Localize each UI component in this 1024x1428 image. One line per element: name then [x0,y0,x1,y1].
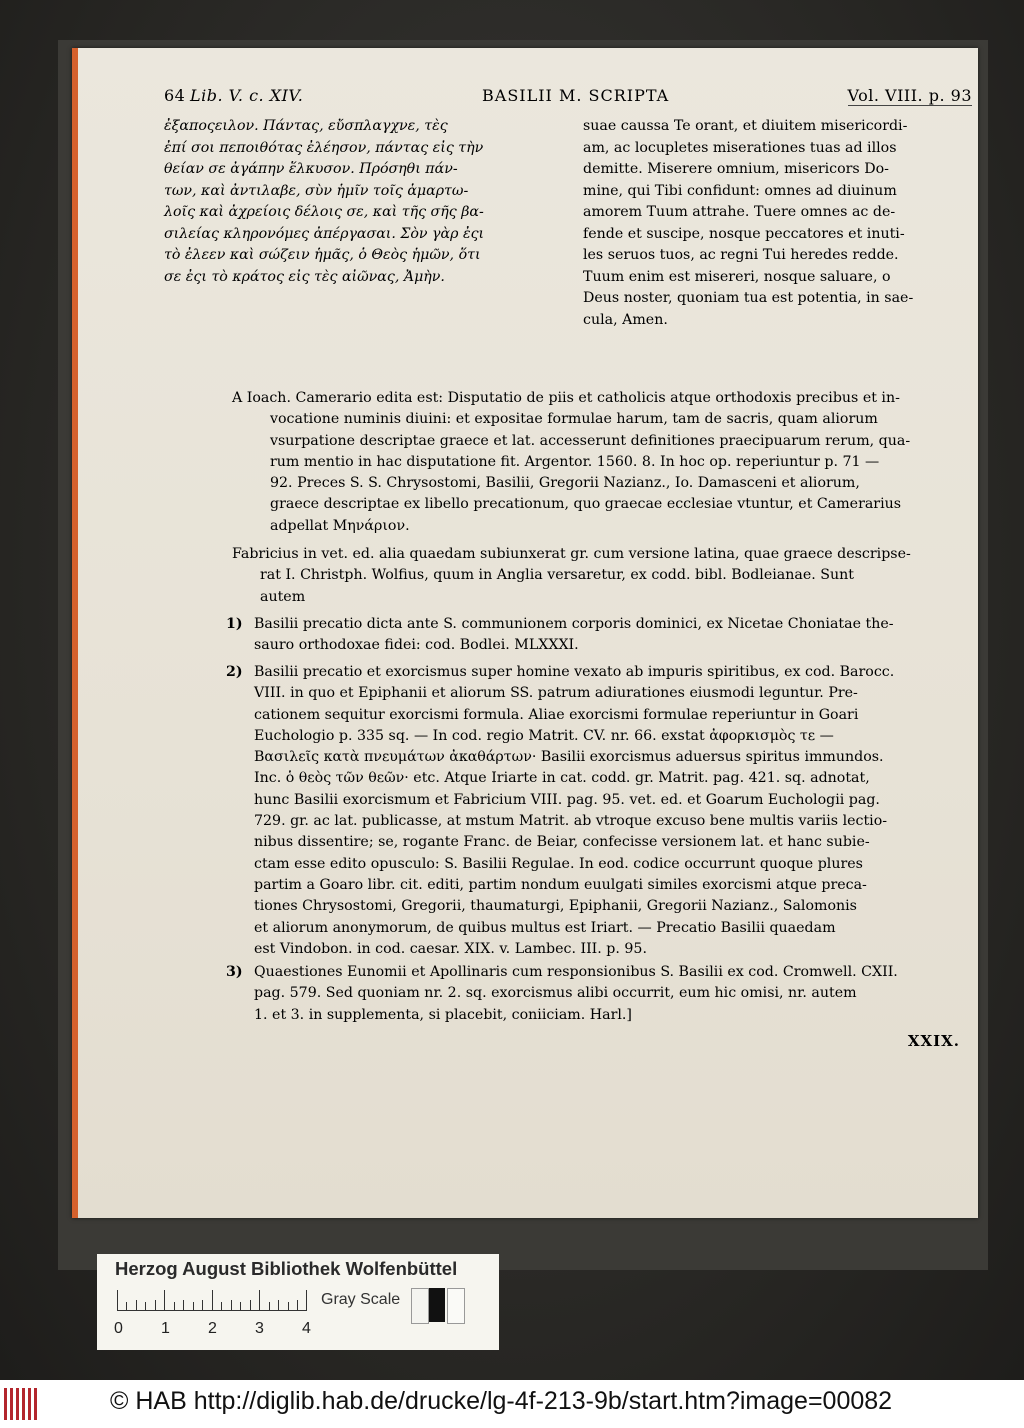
greek-line: λοῖς καὶ ἀχρείοις δέλοις σε, καὶ τῆς σῆς βα- [164,204,484,220]
ruler-tick [193,1302,194,1310]
text-line: partim a Goaro libr. cit. editi, partim nondum euulgati similes exorcismi atque preca- [254,876,867,893]
ruler-tick [174,1302,175,1310]
latin-line: amorem Tuum attrahe. Tuere omnes ac de- [583,204,896,220]
text-line: Fabricius in vet. ed. alia quaedam subiunxerat gr. cum versione latina, quae graece descripse- [232,546,911,562]
item-number: 3) [226,964,243,980]
gray-scale-label: Gray Scale [321,1291,401,1308]
ruler-tick [297,1300,298,1310]
text-line: autem [260,588,306,605]
latin-line: fende et suscipe, nosque peccatores et inuti- [583,225,905,242]
ruler-tick [183,1300,184,1310]
text-line: hunc Basilii exorcismum et Fabricium VIII. pag. 95. vet. ed. et Goarum Euchologii pag. [254,791,880,808]
latin-line: mine, qui Tibi confidunt: omnes ad diuinum [583,182,897,199]
page-number: 64 [164,86,186,105]
text-line: pag. 579. Sed quoniam nr. 2. sq. exorcismus alibi occurrit, eum hic omisi, nr. autem [254,985,857,1002]
ruler-tick [269,1302,270,1310]
text-line: rat I. Christph. Wolfius, quum in Anglia versaretur, ex codd. bibl. Bodleianae. Sunt [260,567,854,584]
gray-swatch-white [447,1288,465,1324]
ruler-number: 0 [114,1320,123,1337]
text-line: graece descriptae ex libello precationum, quo graecae ecclesiae vtuntur, et Camerarius [270,496,902,513]
latin-line: cula, Amen. [583,311,668,328]
text-line: tiones Chrysostomi, Gregorii, thaumaturgi, Epiphanii, Gregorii Nazianz., Salomonis [254,898,857,915]
greek-line: σιλείας κληρονόμες ἀπέργασαι. Σὸν γὰρ ἐςι [164,225,485,242]
text-line: et aliorum anonymorum, de quibus multus est Iriart. — Precatio Basilii quaedam [254,919,836,936]
gray-swatch-black [429,1288,445,1322]
text-line: Euchologio p. 335 sq. — In cod. regio Matrit. CV. nr. 66. exstat ἀφορκισμὸς τε — [254,727,834,744]
ruler-number: 1 [161,1320,170,1337]
ruler-tick [164,1290,165,1310]
ruler-tick [145,1302,146,1310]
ruler-number: 3 [255,1320,264,1337]
library-name: Herzog August Bibliothek Wolfenbüttel [115,1258,458,1279]
ruler-tick [117,1290,118,1310]
ruler-tick [231,1300,232,1310]
ruler-number: 2 [208,1320,217,1337]
text-line: sauro orthodoxae fidei: cod. Bodlei. MLXXXI. [254,637,579,654]
text-line: 1. et 3. in supplementa, si placebit, coniiciam. Harl.] [254,1006,632,1023]
latin-line: am, ac locupletes miserationes tuas ad illos [583,139,897,156]
greek-line: ἐπί σοι πεποιθότας ἐλέησον, πάντας εἰς τὴν [164,139,484,156]
paragraph-camerario [232,388,922,537]
footer-bar [0,1380,1024,1428]
greek-line: των, καὶ ἀντιλαβε, σὺν ἡμῖν τοῖς ἁμαρτω- [164,182,469,199]
book-reference: Lib. V. c. XIV. [190,86,304,105]
text-line: ctam esse edito opusculo: S. Basilii Regulae. In eod. codice occurrunt quoque plures [254,855,863,872]
ruler-tick [155,1300,156,1310]
greek-line: σε ἐςι τὸ κράτος εἰς τὲς αἰῶνας, Ἀμὴν. [164,268,445,285]
latin-column [583,116,968,331]
list-item-1 [226,614,922,657]
item-number: 2) [226,664,243,680]
signature-mark: XXIX. [907,1032,960,1050]
greek-line: θείαν σε ἀγάπην ἕλκυσον. Πρόσηθι πάν- [164,161,458,177]
ruler-tick [278,1300,279,1310]
ruler-tick [240,1302,241,1310]
ruler-tick [306,1290,307,1310]
text-line: vsurpatione descriptae graece et lat. accesserunt definitiones praecipuarum rerum, qua- [270,432,911,449]
list-item-2 [226,662,922,960]
text-line: VIII. in quo et Epiphanii et aliorum SS. patrum adiurationes eiusmodi leguntur. Pre- [254,685,858,702]
text-line: 729. gr. ac lat. publicasse, at mstum Matrit. ab vtroque excuso bene multis variis lectio- [254,813,888,830]
ruler-number: 4 [302,1320,311,1337]
text-line: Inc. ὁ θεὸς τῶν θεῶν· etc. Atque Iriarte in cat. codd. gr. Matrit. pag. 421. sq. adnotat, [254,770,870,787]
gray-swatch-white [411,1288,429,1324]
gray-scale-card [97,1254,499,1350]
text-line: vocatione numinis diuini: et expositae formulae harum, tam de sacris, quam aliorum [270,411,878,428]
item-number: 1) [226,616,243,632]
text-line: 92. Preces S. S. Chrysostomi, Basilii, Gregorii Nazianz., Io. Damasceni et aliorum, [270,475,860,492]
text-line: cationem sequitur exorcismi formula. Aliae exorcismi formulae reperiuntur in Goari [254,706,859,723]
greek-column [164,116,564,288]
paragraph-fabricius [232,544,922,608]
ruler-tick [212,1290,213,1310]
ruler [117,1290,307,1311]
text-line: nibus dissentire; se, rogante Franc. de Beiar, confecisse versionem lat. et hanc subie- [254,834,870,851]
text-line: Basilii precatio et exorcismus super homine vexato ab impuris spiritibus, ex cod. Barocc. [254,664,895,680]
ruler-tick [136,1300,137,1310]
text-line: Quaestiones Eunomii et Apollinaris cum responsionibus S. Basilii ex cod. Cromwell. CXII. [254,964,898,980]
list-item-3 [226,962,922,1026]
running-title: BASILII M. SCRIPTA [482,86,670,105]
text-line: est Vindobon. in cod. caesar. XIX. v. Lambec. III. p. 95. [254,940,647,957]
greek-line: ἐξαποςειλον. Πάντας, εὔσπλαγχνε, τὲς [164,118,448,134]
ruler-tick [288,1302,289,1310]
text-line: A Ioach. Camerario edita est: Disputatio de piis et catholicis atque orthodoxis precibus et in- [232,390,900,406]
ruler-tick [202,1300,203,1310]
hab-logo-icon [4,1388,40,1420]
running-header [164,86,1024,110]
ruler-tick [221,1302,222,1310]
latin-line: les seruos tuos, ac regni Tui heredes redde. [583,247,899,263]
latin-line: suae caussa Te orant, et diuitem misericordi- [583,118,908,134]
latin-line: Tuum enim est misereri, nosque saluare, o [583,268,891,285]
ruler-tick [126,1302,127,1310]
text-line: rum mentio in hac disputatione fit. Argentor. 1560. 8. In hoc op. reperiuntur p. 71 — [270,453,880,470]
latin-line: demitte. Miserere omnium, misericors Do- [583,161,889,177]
volume-reference: Vol. VIII. p. 93 [847,86,972,105]
latin-line: Deus noster, quoniam tua est potentia, in sae- [583,290,914,306]
greek-line: τὸ ἐλεεν καὶ σώζειν ἡμᾶς, ὁ Θεὸς ἡμῶν, ὅτι [164,247,481,263]
ruler-tick [250,1300,251,1310]
ruler-tick [259,1290,260,1310]
text-line: adpellat Μηνάριον. [270,517,410,534]
copyright-url[interactable]: © HAB http://diglib.hab.de/drucke/lg-4f-213-9b/start.htm?image=00082 [110,1387,893,1415]
text-line: Basilii precatio dicta ante S. communionem corporis dominici, ex Nicetae Choniatae the- [254,616,894,632]
text-line: Βασιλεῖς κατὰ πνευμάτων ἀκαθάρτων· Basilii exorcismus aduersus spiritus immundos. [254,749,884,766]
